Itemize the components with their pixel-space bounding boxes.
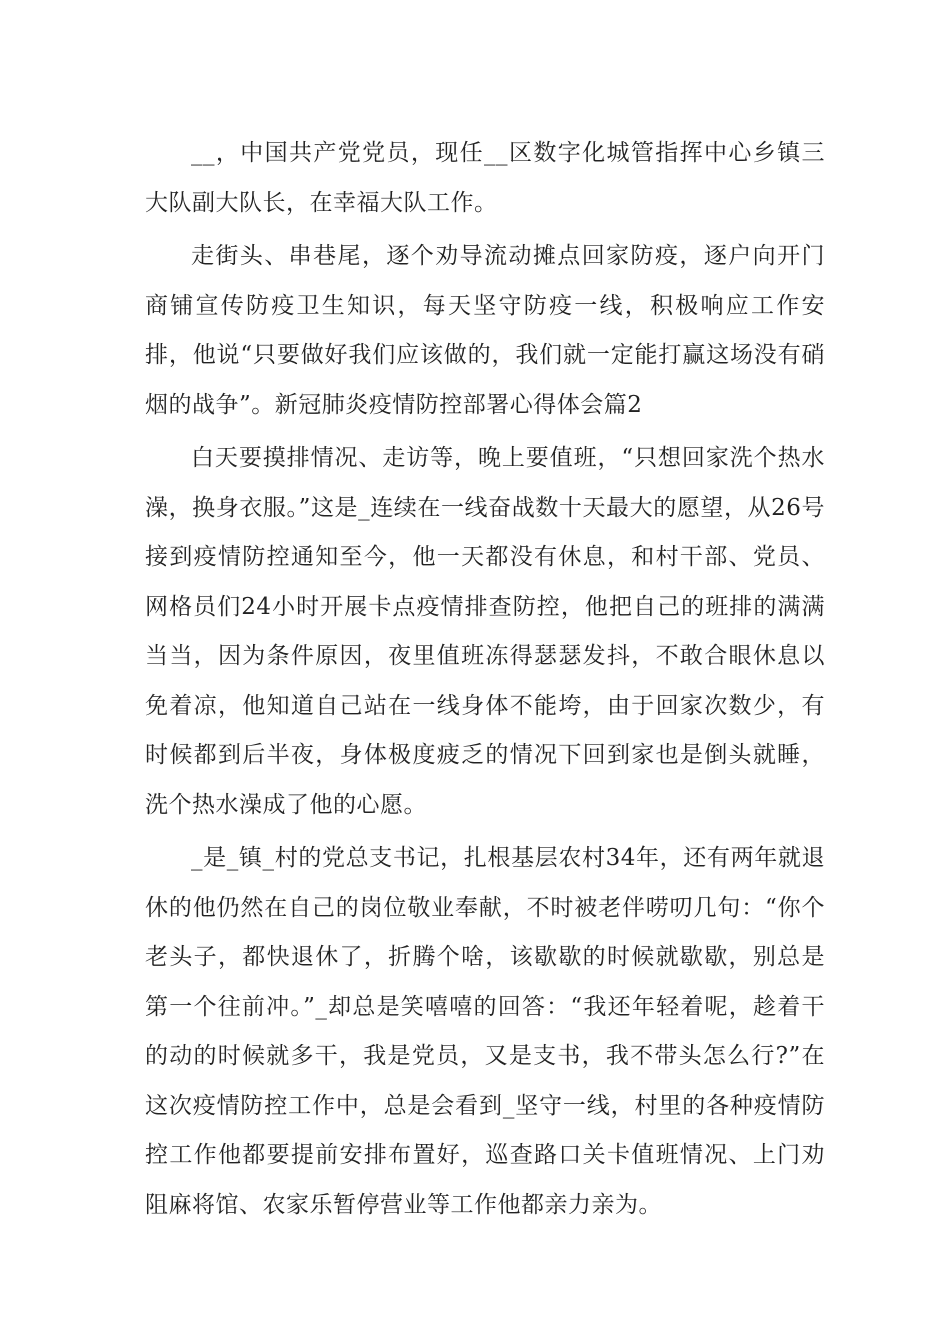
paragraph-2: 走街头、串巷尾，逐个劝导流动摊点回家防疫，逐户向开门商铺宣传防疫卫生知识，每天坚守防疫一线，积极响应工作安排，他说“只要做好我们应该做的，我们就一定能打赢这场没有硝烟的战争”。新冠肺炎疫情防控部署心得体会篇2 [145,243,825,418]
paragraph-4: _是_镇_村的党总支书记，扎根基层农村34年，还有两年就退休的他仍然在自己的岗位敬业奉献，不时被老伴唠叨几句：“你个老头子，都快退休了，折腾个啥，该歇歇的时候就歇歇，别总是第一个往前冲。”_却总是笑嘻嘻的回答：“我还年轻着呢，趁着干的动的时候就多干，我是党员，又是支书，我不带头怎么行?”在这次疫情防控工作中，总是会看到_坚守一线，村里的各种疫情防控工作他都要提前安排布置好，巡查路口关卡值班情况、上门劝阻麻将馆、农家乐暂停营业等工作他都亲力亲为。 [145,845,825,1218]
paragraph-3: 白天要摸排情况、走访等，晚上要值班，“只想回家洗个热水澡，换身衣服。”这是_连续在一线奋战数十天最大的愿望，从26号接到疫情防控通知至今，他一天都没有休息，和村干部、党员、网格员们24小时开展卡点疫情排查防控，他把自己的班排的满满当当，因为条件原因，夜里值班冻得瑟瑟发抖，不敢合眼休息以免着凉，他知道自己站在一线身体不能垮，由于回家次数少，有时候都到后半夜，身体极度疲乏的情况下回到家也是倒头就睡，洗个热水澡成了他的心愿。 [145,445,825,818]
document-body [145,129,825,1234]
paragraph-1: __，中国共产党党员，现任__区数字化城管指挥中心乡镇三大队副大队长，在幸福大队工作。 [145,140,825,216]
